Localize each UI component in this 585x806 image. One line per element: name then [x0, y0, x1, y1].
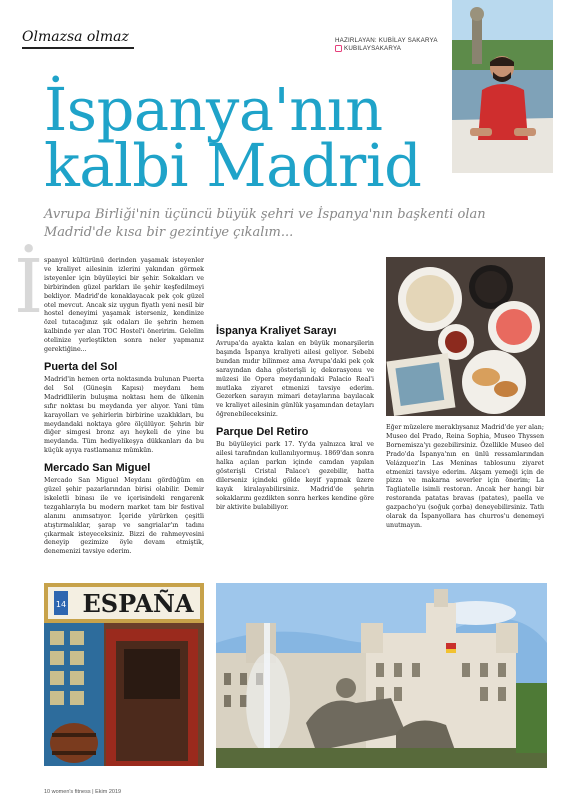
madrid-cibeles-photo — [216, 583, 547, 768]
espana-sign-photo — [44, 583, 204, 766]
author-label: HAZIRLAYAN: KUBİLAY SAKARYA — [335, 37, 438, 44]
page-footer: 10 women's fitness | Ekim 2019 — [44, 789, 122, 795]
author-photo — [452, 0, 553, 173]
column-2 — [216, 257, 374, 512]
section-label: Olmazsa olmaz — [22, 26, 134, 49]
sign-number: 14 — [55, 600, 67, 609]
title-line-1: İspanya'nın — [44, 75, 383, 144]
saray-text: Avrupa'da ayakta kalan en büyük monarşilerin başında İspanya kraliyeti ailesi geliyor. Sebebi bundan mıdır bilinmez ama Avrupa'daki pek çok sarayından daha gösterişli iç dekorasyonu ve müzesi ile Opera meydanındaki Palacio Real'i mutlaka ziyaret etmenizi tavsiye ederim. Gezerken sarayın mimari detaylarına bayılacak ve kraliyet ailesinin günlük yaşamından detayları öğrenebileceksiniz. — [216, 340, 374, 419]
museum-text: Eğer müzelere meraklıysanız Madrid'de yer alan; Museo del Prado, Reina Sophia, Museo Thyssen Bornemisza'yı gezebilirsiniz. Özellikle Museo del Prado'da İspanya'nın en ünlü ressamlarından Velázquez'in Las Meninas tablosunu ziyaret etmenizi tavsiye ederim. Akşam yemeği için de pizza ve makarna severler için önerim; La Tagliatelle isimli restoran. Ancak her hangi bir restoranda patatas bravas (patates), paella ve gazpacho'yu (soğuk çorba) deneyebilirsiniz. Tatlı olarak da İspanyollara has churros'u denemeyi unutmayın. — [386, 424, 544, 529]
heading-kraliyet-sarayi: İspanya Kraliyet Sarayı — [216, 325, 337, 337]
author-handle: KUBILAYSAKARYA — [344, 45, 402, 53]
retiro-text: Bu büyüleyici park 17. Yy'da yalnızca kral ve ailesi tarafından kullanılıyormuş. 1869'dan sonra halka açılan parkın içinde camdan yapılan gösterişli Cristal Palace'ı gezebilir, hatta dilerseniz içindeki gölde keyif yapmak üzere kayık kiralayabilirsiniz. Madrid'de şehrin sokaklarını gezdikten sonra herkes kendine göre bir aktivite bulabiliyor. — [216, 441, 374, 511]
column-1 — [44, 257, 204, 556]
instagram-icon — [335, 45, 342, 52]
page-title — [44, 75, 444, 200]
heading-parque-del-retiro: Parque Del Retiro — [216, 426, 309, 439]
lead-paragraph: Avrupa Birliği'nin üçüncü büyük şehri ve İspanya'nın başkenti olan Madrid'de kısa bir gezintiye çıkalım... — [44, 207, 486, 240]
column-3 — [386, 424, 544, 531]
heading-puerta-del-sol: Puerta del Sol — [44, 360, 118, 373]
sign-text: ESPAÑA — [82, 589, 194, 618]
title-line-2: kalbi Madrid — [44, 131, 422, 200]
mercado-text: Mercado San Miguel Meydanı gördüğüm en güzel şehir pazarlarından birisi olabilir. Demir iskeletli binası ile ve içerisindeki rengarenk tezgahlarıyla bu modern market tam bir festival alanını anımsatıyor. İçeride yürürken çeşitli atıştırmalıklar, şarap ve sangrialar'ın tadını çıkarmak isteyeceksiniz. Bizzi de rahmeyvesini deneyip gezimize öyle devam etmiştik, denemenizi tavsiye ederim. — [44, 477, 204, 556]
puerta-del-sol-text: Madrid'in hemen orta noktasında bulunan Puerta del Sol (Güneşin Kapısı) meydanı hem Madridlilerin buluşma noktası hem de ülkenin sıfır noktası bu meydanda yer alıyor. Yani tüm karayolları ve şehirlerin birbirine uzaklıkları, bu meydandaki noktaya göre ölçülüyor. Şehrin bir diğer simgesi bronz ayı heykeli de yine bu meydanda. Tüm hediyelikeşya dükkanları da bu küçük ayıya rastlamanız mümkün. — [44, 375, 204, 455]
author-credit — [335, 37, 447, 53]
drop-cap: İ — [14, 244, 44, 330]
heading-mercado-san-miguel: Mercado San Miguel — [44, 462, 151, 475]
intro-paragraph: spanyol kültürünü derinden yaşamak isteyenler ve kraliyet ailesinin izlerini yakından görmek isteyenler için büyüleyici bir şehir. Sokakları ve birbirinden güzel parkları ile şehir keşfedilmeyi bekliyor. Madrid'de konaklayacak pek çok güzel otel mevcut. Ancak siz uygun fiyatlı yeni nesil bir hostel deneyimi yaşamak isterseniz, kendinize özel tutacağınız şık odaları ile şehrin hemen kalbinde yer alan TOC Hostel'i öneririm. Gelelim otelinize yerleştikten sonra neler yapmanız gerektiğine... — [44, 257, 204, 354]
food-photo — [386, 257, 545, 416]
